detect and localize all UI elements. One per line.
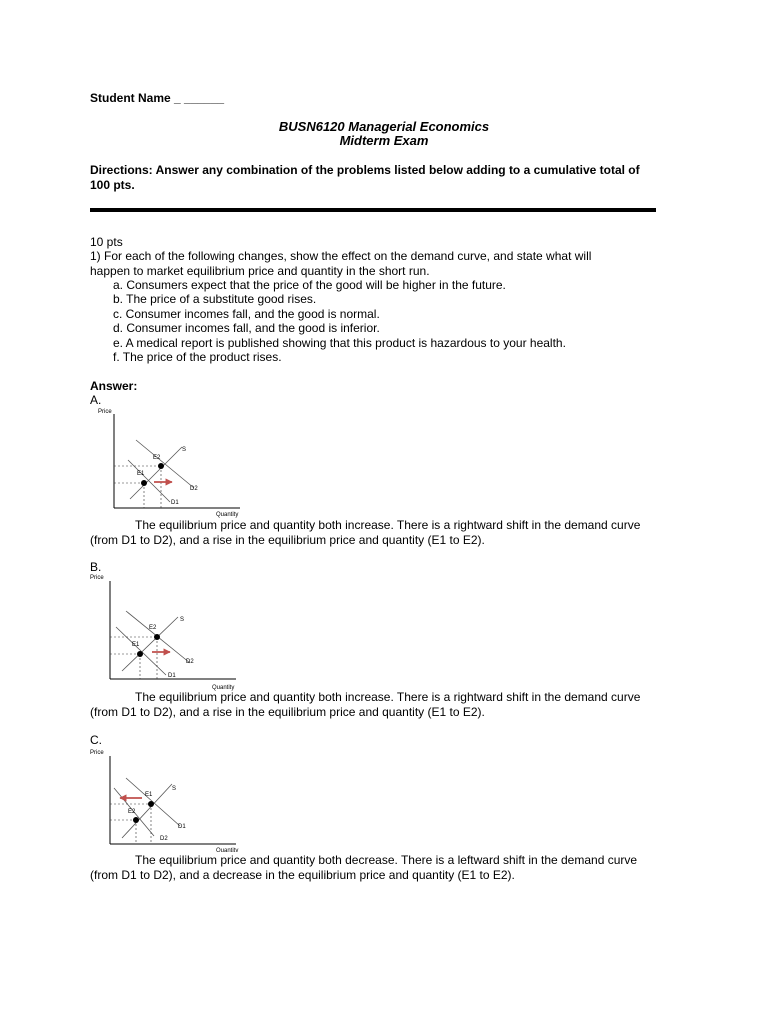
- quantity-axis-label: Quantity: [216, 512, 239, 518]
- equilibrium-upper-label: E1: [145, 792, 153, 798]
- question-item: b. The price of a substitute good rises.: [113, 292, 317, 306]
- part-c-text-line-2: (from D1 to D2), and a decrease in the equilibrium price and quantity (E1 to E2).: [90, 868, 515, 882]
- course-title: BUSN6120 Managerial Economics: [278, 119, 490, 134]
- part-a-text-line-2: (from D1 to D2), and a rise in the equilibrium price and quantity (E1 to E2).: [90, 533, 485, 547]
- demand-right-label: D1: [178, 824, 186, 830]
- demand-left-label: D2: [160, 836, 168, 842]
- price-axis-label: Price: [98, 409, 112, 415]
- supply-label: S: [180, 617, 185, 623]
- exam-title: Midterm Exam: [339, 133, 429, 148]
- equilibrium-upper-label: E2: [153, 455, 161, 461]
- student-name-line: Student Name _ ______: [90, 91, 225, 105]
- part-label-b: B.: [90, 560, 102, 574]
- part-b-text-line-2: (from D1 to D2), and a rise in the equilibrium price and quantity (E1 to E2).: [90, 705, 485, 719]
- directions-line-1: Directions: Answer any combination of the problems listed below adding to a cumulative total of: [90, 163, 640, 177]
- demand-left-label: D1: [171, 500, 179, 506]
- equilibrium-point-lower: [137, 651, 143, 657]
- supply-label: S: [182, 447, 187, 453]
- demand-right-label: D2: [190, 486, 198, 492]
- question-item: a. Consumers expect that the price of the good will be higher in the future.: [113, 278, 506, 292]
- part-b-text-line-1: The equilibrium price and quantity both increase. There is a rightward shift in the demand curve: [135, 690, 641, 704]
- price-axis-label: Price: [90, 575, 104, 581]
- price-axis-label: Price: [90, 750, 104, 756]
- quantity-axis-label: Quantity: [212, 685, 235, 691]
- demand-right-label: D2: [186, 659, 194, 665]
- question-prompt-line-1: 1) For each of the following changes, show the effect on the demand curve, and state what will: [90, 249, 592, 263]
- part-label-a: A.: [90, 393, 102, 407]
- demand-graph-b: [86, 571, 246, 691]
- question-item: c. Consumer incomes fall, and the good is normal.: [113, 307, 380, 321]
- equilibrium-lower-label: E2: [128, 809, 136, 815]
- demand-graph-a: [90, 404, 250, 518]
- question-points: 10 pts: [90, 235, 123, 249]
- question-item: e. A medical report is published showing that this product is hazardous to your health.: [113, 336, 566, 350]
- part-a-text-line-1: The equilibrium price and quantity both increase. There is a rightward shift in the demand curve: [135, 518, 641, 532]
- equilibrium-point-upper: [148, 801, 154, 807]
- equilibrium-point-lower: [133, 817, 139, 823]
- demand-graph-c: [86, 744, 246, 852]
- question-item: f. The price of the product rises.: [113, 350, 282, 364]
- part-c-text-line-1: The equilibrium price and quantity both decrease. There is a leftward shift in the demand curve: [135, 853, 638, 867]
- demand-left-label: D1: [168, 673, 176, 679]
- question-prompt-line-2: happen to market equilibrium price and quantity in the short run.: [90, 264, 430, 278]
- equilibrium-point-upper: [154, 634, 160, 640]
- question-item: d. Consumer incomes fall, and the good is inferior.: [113, 321, 380, 335]
- horizontal-rule: [90, 208, 656, 212]
- directions-line-2: 100 pts.: [90, 178, 135, 192]
- demand-curve-d1: [116, 627, 166, 675]
- supply-label: S: [172, 786, 177, 792]
- part-label-c: C.: [90, 733, 102, 747]
- equilibrium-lower-label: E1: [137, 471, 145, 477]
- equilibrium-lower-label: E1: [132, 642, 140, 648]
- quantity-axis-label: Quantity: [216, 848, 239, 852]
- equilibrium-point-lower: [141, 480, 147, 486]
- equilibrium-point-upper: [158, 463, 164, 469]
- answer-heading: Answer:: [90, 379, 138, 393]
- equilibrium-upper-label: E2: [149, 625, 157, 631]
